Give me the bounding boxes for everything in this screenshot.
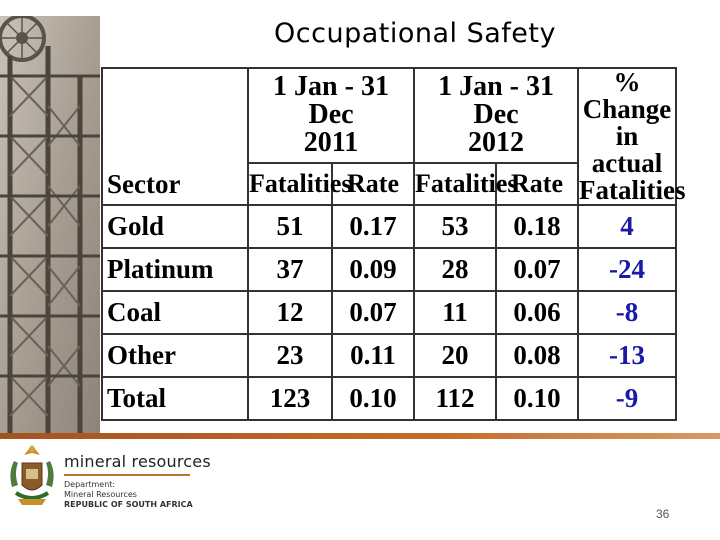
rate-2011-cell: 0.11 xyxy=(332,334,414,377)
footer-stripe xyxy=(0,433,720,439)
safety-table-panel xyxy=(101,67,686,413)
change-header-line2: in actual xyxy=(591,121,663,178)
change-header-line1: % Change xyxy=(582,67,672,124)
fatalities-2012-cell: 112 xyxy=(414,377,496,420)
rate-2012-cell: 0.10 xyxy=(496,377,578,420)
fatalities-2011-cell: 23 xyxy=(248,334,332,377)
rate-2012-header: Rate xyxy=(496,163,578,205)
rate-2011-header: Rate xyxy=(332,163,414,205)
sector-cell: Coal xyxy=(102,291,248,334)
fatalities-2011-cell: 51 xyxy=(248,205,332,248)
rate-2011-cell: 0.09 xyxy=(332,248,414,291)
table-row-platinum xyxy=(102,248,676,291)
safety-table xyxy=(101,67,686,421)
slide-title: Occupational Safety xyxy=(274,18,556,49)
brand-department-label: Department: xyxy=(64,480,116,489)
change-cell: -24 xyxy=(578,248,676,291)
fatalities-2011-cell: 12 xyxy=(248,291,332,334)
brand-department-name: Mineral Resources xyxy=(64,490,137,499)
sector-cell: Gold xyxy=(102,205,248,248)
rate-2011-cell: 0.10 xyxy=(332,377,414,420)
period-2011-header xyxy=(248,68,414,163)
period-2012-header xyxy=(414,68,578,163)
sector-cell: Platinum xyxy=(102,248,248,291)
period-2011-range: 1 Jan - 31 Dec xyxy=(273,71,389,131)
footer-brand xyxy=(64,452,211,510)
fatalities-2012-header: Fatalities xyxy=(414,163,496,205)
period-2012-year: 2012 xyxy=(468,127,525,159)
table-row-coal xyxy=(102,291,676,334)
table-row-other xyxy=(102,334,676,377)
table-row-total xyxy=(102,377,676,420)
rate-2012-cell: 0.07 xyxy=(496,248,578,291)
sector-cell: Other xyxy=(102,334,248,377)
mine-headframe-image xyxy=(0,16,100,436)
change-cell: -13 xyxy=(578,334,676,377)
rate-2011-cell: 0.07 xyxy=(332,291,414,334)
table-row-gold xyxy=(102,205,676,248)
change-column-header xyxy=(578,67,686,205)
brand-name: mineral resources xyxy=(64,452,211,471)
change-cell: -8 xyxy=(578,291,676,334)
change-cell: 4 xyxy=(578,205,676,248)
fatalities-2011-header: Fatalities xyxy=(248,163,332,205)
fatalities-2012-cell: 11 xyxy=(414,291,496,334)
page-number: 36 xyxy=(656,507,670,521)
brand-country: REPUBLIC OF SOUTH AFRICA xyxy=(64,500,193,509)
rate-2012-cell: 0.08 xyxy=(496,334,578,377)
sector-column-header: Sector xyxy=(102,68,248,205)
sector-cell: Total xyxy=(102,377,248,420)
fatalities-2012-cell: 53 xyxy=(414,205,496,248)
fatalities-2011-cell: 123 xyxy=(248,377,332,420)
period-2012-range: 1 Jan - 31 Dec xyxy=(438,71,554,131)
coat-of-arms-logo xyxy=(4,441,60,516)
fatalities-2011-cell: 37 xyxy=(248,248,332,291)
change-header-line3: Fatalities xyxy=(579,175,686,205)
rate-2012-cell: 0.06 xyxy=(496,291,578,334)
period-2011-year: 2011 xyxy=(303,127,359,159)
rate-2012-cell: 0.18 xyxy=(496,205,578,248)
change-cell: -9 xyxy=(578,377,676,420)
rate-2011-cell: 0.17 xyxy=(332,205,414,248)
fatalities-2012-cell: 20 xyxy=(414,334,496,377)
fatalities-2012-cell: 28 xyxy=(414,248,496,291)
brand-divider xyxy=(64,474,190,476)
